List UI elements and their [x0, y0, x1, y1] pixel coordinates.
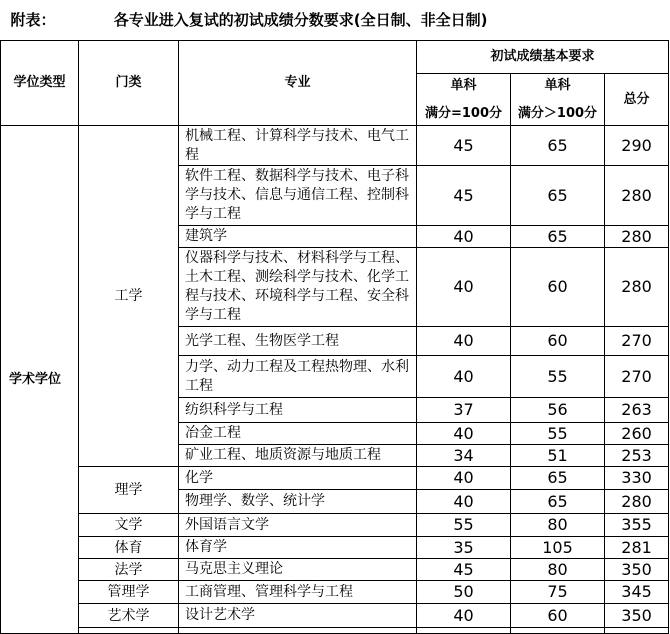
table-row-continuation	[1, 628, 669, 634]
total-header: 总分	[605, 74, 669, 126]
major-cell: 建筑学	[179, 226, 417, 248]
total-score: 350	[605, 559, 669, 581]
table-row	[1, 559, 669, 581]
single-100-score: 40	[417, 226, 511, 248]
table-row	[1, 581, 669, 604]
category-management: 管理学	[79, 581, 179, 604]
header-row-1	[1, 41, 669, 74]
single-over-100-score: 55	[511, 423, 605, 445]
major-cell: 冶金工程	[179, 423, 417, 445]
category-arts: 艺术学	[79, 604, 179, 628]
single-over-100-score: 65	[511, 226, 605, 248]
major-cell: 工商管理、管理科学与工程	[179, 581, 417, 604]
single-100-score: 45	[417, 559, 511, 581]
single-over-100-score: 56	[511, 398, 605, 423]
total-score: 355	[605, 514, 669, 537]
single-100-note: 满分=100分	[424, 105, 503, 121]
major-header: 专业	[179, 41, 417, 126]
major-cell: 马克思主义理论	[179, 559, 417, 581]
single-over-100-score: 60	[511, 248, 605, 327]
single-over-100-score: 60	[511, 604, 605, 628]
total-score: 280	[605, 490, 669, 514]
major-cell: 外国语言文学	[179, 514, 417, 537]
category-science: 理学	[79, 467, 179, 514]
single-100-score: 40	[417, 490, 511, 514]
total-score: 281	[605, 537, 669, 559]
total-score: 350	[605, 604, 669, 628]
major-cell: 矿业工程、地质资源与地质工程	[179, 445, 417, 467]
total-score: 280	[605, 248, 669, 327]
continuation-cell	[605, 628, 669, 634]
continuation-cell	[179, 628, 417, 634]
degree-type-header: 学位类型	[1, 41, 79, 126]
single-100-score: 34	[417, 445, 511, 467]
single-100-score: 55	[417, 514, 511, 537]
total-score: 270	[605, 356, 669, 398]
single-over-100-note: 满分＞100分	[517, 105, 598, 121]
total-score: 270	[605, 327, 669, 356]
single-over-100-score: 55	[511, 356, 605, 398]
single-over-100-score: 65	[511, 467, 605, 490]
major-cell: 纺织科学与工程	[179, 398, 417, 423]
single-over-100-label: 单科	[544, 77, 571, 93]
category-engineering: 工学	[79, 126, 179, 467]
total-score: 253	[605, 445, 669, 467]
category-header: 门类	[79, 41, 179, 126]
single-100-score: 37	[417, 398, 511, 423]
total-score: 345	[605, 581, 669, 604]
title-prefix: 附表：	[10, 11, 56, 29]
major-cell: 物理学、数学、统计学	[179, 490, 417, 514]
total-score: 330	[605, 467, 669, 490]
major-cell: 仪器科学与技术、材料科学与工程、土木工程、测绘科学与技术、化学工程与技术、环境科学与工程、安全科学与工程	[179, 248, 417, 327]
continuation-cell	[511, 628, 605, 634]
single-100-score: 40	[417, 248, 511, 327]
single-over-100-score: 80	[511, 559, 605, 581]
single-over-100-score: 51	[511, 445, 605, 467]
single-100-score: 40	[417, 327, 511, 356]
category-sports: 体育	[79, 537, 179, 559]
major-cell: 设计艺术学	[179, 604, 417, 628]
total-score: 280	[605, 166, 669, 226]
table-row	[1, 537, 669, 559]
single-100-score: 40	[417, 467, 511, 490]
table-row	[1, 126, 669, 166]
category-law: 法学	[79, 559, 179, 581]
major-cell: 化学	[179, 467, 417, 490]
major-cell: 力学、动力工程及工程热物理、水利工程	[179, 356, 417, 398]
single-over-100-score: 60	[511, 327, 605, 356]
table-row	[1, 514, 669, 537]
page-title: 各专业进入复试的初试成绩分数要求(全日制、非全日制)	[113, 11, 488, 29]
title-row	[1, 0, 669, 41]
major-cell: 体育学	[179, 537, 417, 559]
single-100-score: 45	[417, 126, 511, 166]
title-cell	[1, 0, 669, 41]
total-score: 260	[605, 423, 669, 445]
total-score: 290	[605, 126, 669, 166]
table-row	[1, 604, 669, 628]
single-100-score: 40	[417, 423, 511, 445]
single-over-100-score: 105	[511, 537, 605, 559]
single-100-score: 40	[417, 356, 511, 398]
single-over-100-header	[511, 74, 605, 126]
single-100-score: 45	[417, 166, 511, 226]
total-score: 263	[605, 398, 669, 423]
single-100-score: 50	[417, 581, 511, 604]
single-over-100-score: 75	[511, 581, 605, 604]
total-score: 280	[605, 226, 669, 248]
requirements-group-header: 初试成绩基本要求	[417, 41, 669, 74]
single-over-100-score: 65	[511, 490, 605, 514]
single-100-score: 40	[417, 604, 511, 628]
single-over-100-score: 65	[511, 166, 605, 226]
continuation-cell	[417, 628, 511, 634]
continuation-cell	[79, 628, 179, 634]
table-row	[1, 467, 669, 490]
major-cell: 机械工程、计算科学与技术、电气工程	[179, 126, 417, 166]
single-100-label: 单科	[450, 77, 477, 93]
major-cell: 软件工程、数据科学与技术、电子科学与技术、信息与通信工程、控制科学与工程	[179, 166, 417, 226]
major-cell: 光学工程、生物医学工程	[179, 327, 417, 356]
single-over-100-score: 65	[511, 126, 605, 166]
single-100-score: 35	[417, 537, 511, 559]
single-over-100-score: 80	[511, 514, 605, 537]
single-100-header	[417, 74, 511, 126]
degree-type-cell: 学术学位	[1, 126, 79, 634]
category-literature: 文学	[79, 514, 179, 537]
